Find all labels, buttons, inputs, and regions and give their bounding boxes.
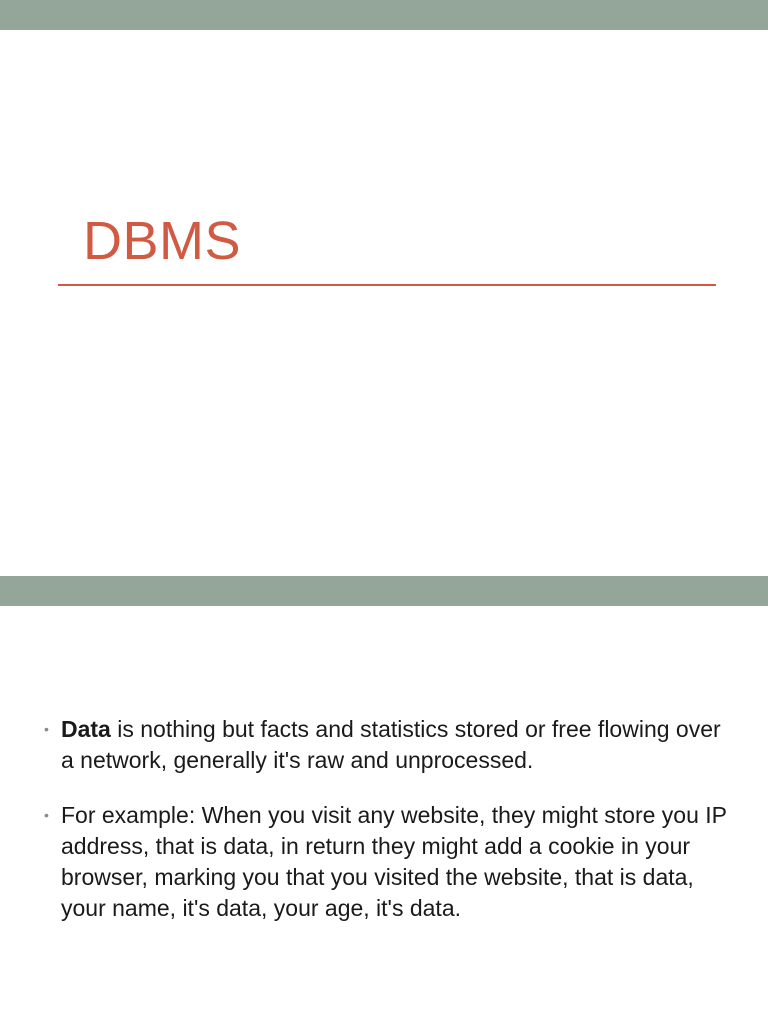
bullet-term: Data — [61, 716, 111, 742]
slide-data-definition — [0, 576, 768, 1024]
bullet-icon: • — [44, 807, 49, 823]
bullet-text: For example: When you visit any website, they might store you IP address, that is data, in return they might add a cookie in your browser, marking you that you visited the website, that is data, your name, it's data, your age, it's data. — [61, 802, 727, 921]
slide-title: DBMS — [83, 211, 242, 271]
bullet-item-example — [44, 800, 734, 924]
slide-header-band — [0, 576, 768, 606]
bullet-list — [44, 714, 734, 948]
title-underline — [58, 284, 716, 286]
slide-header-band — [0, 0, 768, 30]
bullet-icon: • — [44, 721, 49, 737]
bullet-item-data-definition — [44, 714, 734, 776]
bullet-text: is nothing but facts and statistics stored or free flowing over a network, generally it's raw and unprocessed. — [61, 716, 721, 773]
